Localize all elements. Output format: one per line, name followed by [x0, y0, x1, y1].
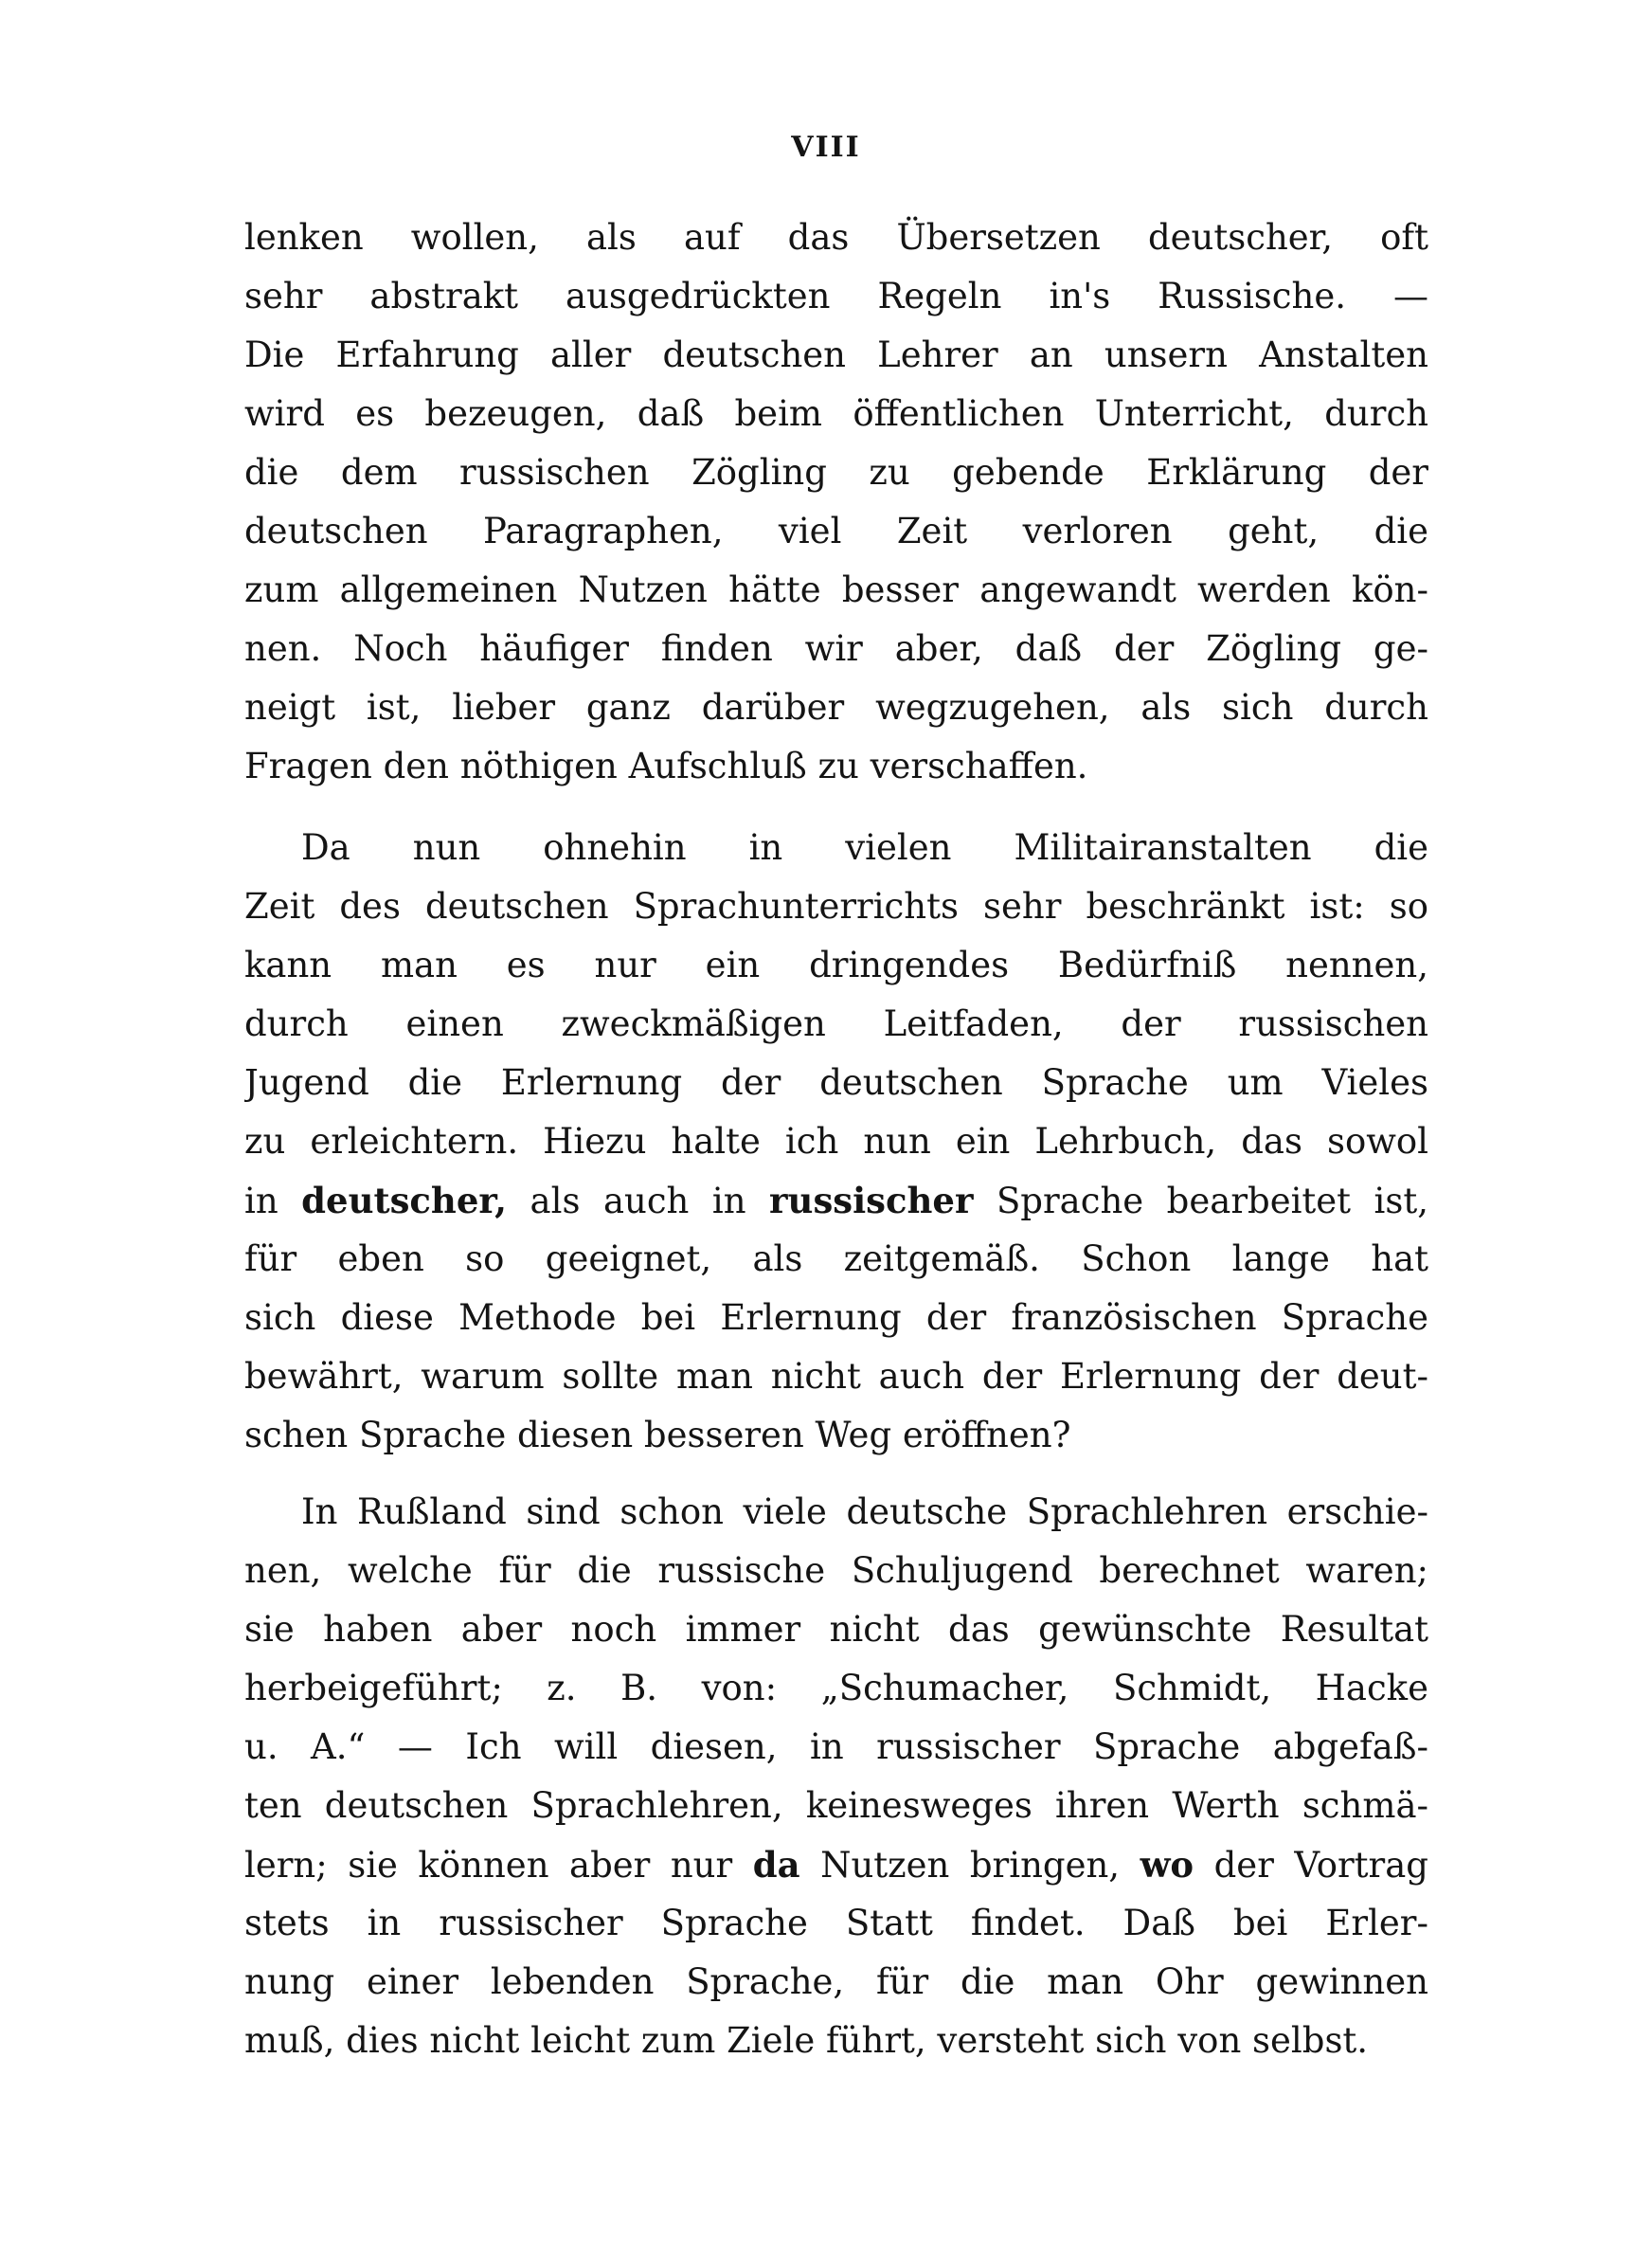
text-line: muß, dies nicht leicht zum Ziele führt, versteht sich von selbst.: [244, 2020, 1369, 2061]
paragraph-3: [244, 1483, 1428, 2070]
text-line: Fragen den nöthigen Aufschluß zu verschaffen.: [244, 746, 1088, 786]
text-line: Zeit des deutschen Sprachunterrichts sehr beschränkt ist: so: [244, 886, 1428, 927]
text-line: zum allgemeinen Nutzen hätte besser angewandt werden kön-: [244, 569, 1428, 610]
text-line: für eben so geeignet, als zeitgemäß. Schon lange hat: [244, 1238, 1428, 1279]
emphasis-wo: wo: [1140, 1844, 1194, 1886]
text-line: nen, welche für die russische Schuljugend berechnet waren;: [244, 1550, 1428, 1591]
text-segment: als auch in: [507, 1181, 770, 1221]
emphasis-deutscher: deutscher,: [301, 1180, 508, 1221]
text-line-emphasis: [244, 1171, 1428, 1230]
text-line: bewährt, warum sollte man nicht auch der Erlernung der deut-: [244, 1356, 1428, 1397]
text-line: schen Sprache diesen besseren Weg eröffnen?: [244, 1415, 1071, 1455]
paragraph-1: [244, 208, 1428, 796]
text-line: u. A.“ — Ich will diesen, in russischer Sprache abgefaß-: [244, 1726, 1428, 1767]
text-segment: Sprache bearbeitet ist,: [973, 1181, 1428, 1221]
text-line: durch einen zweckmäßigen Leitfaden, der russischen: [244, 1003, 1428, 1044]
text-line: sich diese Methode bei Erlernung der französischen Sprache: [244, 1297, 1428, 1338]
paragraph-2: [244, 819, 1428, 1465]
text-line: Da nun ohnehin in vielen Militairanstalten die: [301, 827, 1428, 868]
text-line: deutschen Paragraphen, viel Zeit verloren geht, die: [244, 511, 1428, 551]
text-line: lenken wollen, als auf das Übersetzen deutscher, oft: [244, 217, 1428, 258]
text-line: kann man es nur ein dringendes Bedürfniß nennen,: [244, 945, 1428, 985]
text-line: In Rußland sind schon viele deutsche Sprachlehren erschie-: [301, 1491, 1428, 1532]
text-line: sie haben aber noch immer nicht das gewünschte Resultat: [244, 1609, 1428, 1650]
text-line: zu erleichtern. Hiezu halte ich nun ein Lehrbuch, das sowol: [244, 1121, 1428, 1162]
text-line: neigt ist, lieber ganz darüber wegzugehen, als sich durch: [244, 687, 1428, 728]
page-number: VIII: [791, 131, 861, 164]
text-segment: in: [244, 1181, 302, 1221]
text-line: sehr abstrakt ausgedrückten Regeln in's Russische. —: [244, 276, 1428, 316]
text-line: Jugend die Erlernung der deutschen Sprache um Vieles: [244, 1062, 1428, 1103]
text-segment: lern; sie können aber nur: [244, 1845, 753, 1886]
emphasis-da: da: [752, 1844, 800, 1886]
text-line: ten deutschen Sprachlehren, keinesweges ihren Werth schmä-: [244, 1785, 1428, 1826]
text-segment: Nutzen bringen,: [799, 1845, 1140, 1886]
text-line: stets in russischer Sprache Statt findet. Daß bei Erler-: [244, 1903, 1428, 1943]
emphasis-russischer: russischer: [769, 1180, 974, 1221]
text-segment: der Vortrag: [1194, 1845, 1428, 1886]
text-line-emphasis: [244, 1835, 1428, 1894]
text-line: wird es bezeugen, daß beim öffentlichen Unterricht, durch: [244, 393, 1428, 434]
text-line: nung einer lebenden Sprache, für die man Ohr gewinnen: [244, 1961, 1428, 2002]
text-line: Die Erfahrung aller deutschen Lehrer an unsern Anstalten: [244, 334, 1428, 375]
text-line: nen. Noch häufiger finden wir aber, daß der Zögling ge-: [244, 628, 1428, 669]
text-line: herbeigeführt; z. B. von: „Schumacher, Schmidt, Hacke: [244, 1668, 1428, 1708]
text-line: die dem russischen Zögling zu gebende Erklärung der: [244, 452, 1428, 493]
